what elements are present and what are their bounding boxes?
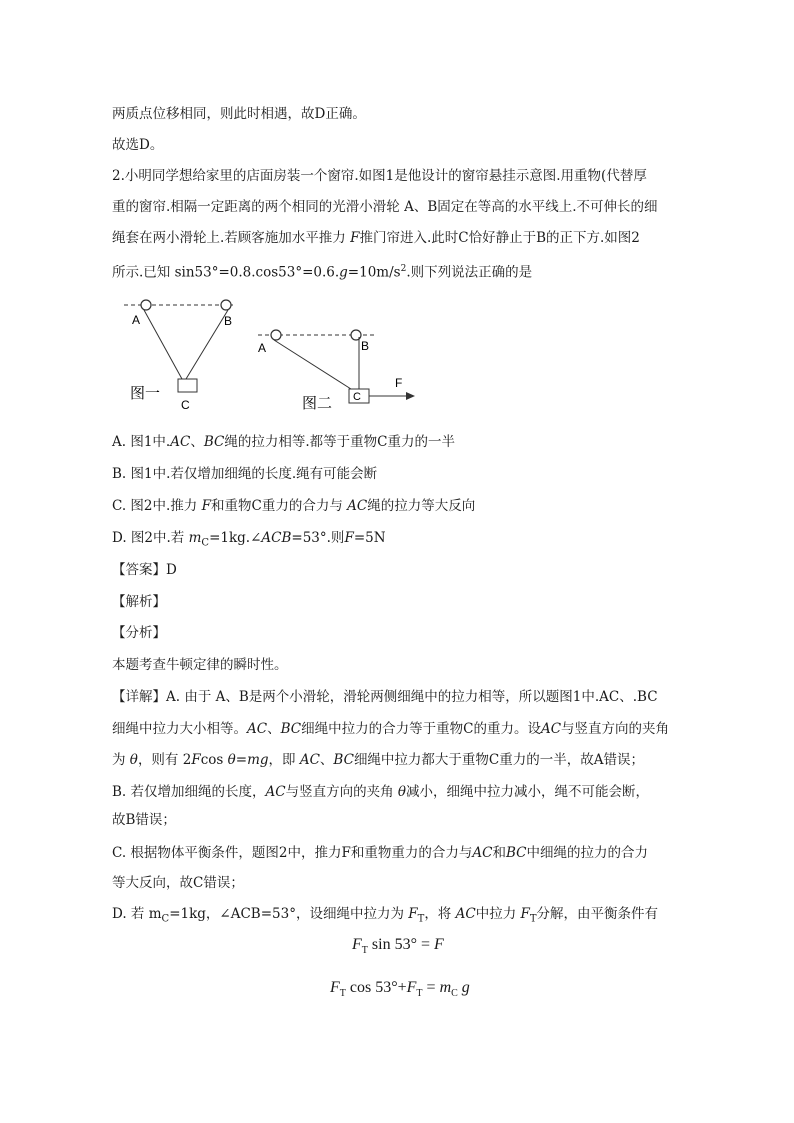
text: 等大反向，故C错误； <box>112 875 244 891</box>
text: 【解析】 <box>112 594 166 610</box>
option-c <box>112 496 475 516</box>
variable: g <box>339 264 348 281</box>
variable: AC <box>247 721 268 737</box>
text: 和 <box>492 845 506 861</box>
text: 【详解】A. 由于 A、B是两个小滑轮，滑轮两侧细绳中的拉力相等，所以题图1中.AC、.BC <box>112 689 658 705</box>
answer-text: 【答案】D <box>112 562 177 578</box>
text: 重的窗帘.相隔一定距离的两个相同的光滑小滑轮 A、B固定在等高的水平线上.不可伸长的细 <box>112 199 658 215</box>
text: 减小，细绳中拉力减小，绳不可能会断， <box>406 784 650 800</box>
variable: ACB <box>261 530 292 546</box>
text: sin 53° = <box>367 936 434 953</box>
fenxi-heading <box>112 623 166 643</box>
text-line <box>112 135 163 155</box>
detail-line <box>112 904 658 930</box>
text: 、 <box>267 721 281 737</box>
text: 分解，由平衡条件有 <box>536 906 659 922</box>
analysis-heading <box>112 592 166 612</box>
fig2-label-f: F <box>395 376 403 390</box>
variable: AC <box>472 845 493 861</box>
text: 2.小明同学想给家里的店面房装一个窗帘.如图1是他设计的窗帘悬挂示意图.用重物(代替厚 <box>112 168 647 184</box>
detail-line <box>112 873 244 893</box>
superscript: 2 <box>400 264 407 274</box>
text: 故选D。 <box>112 137 164 153</box>
subscript: C <box>451 988 458 1000</box>
variable: F <box>201 498 211 514</box>
question-line <box>112 197 658 217</box>
text: 、 <box>190 434 204 450</box>
variable: θ <box>397 784 407 800</box>
text: 细绳中拉力大小相等。 <box>112 721 247 737</box>
text: 绳的拉力相等.都等于重物C重力的一半 <box>224 434 455 450</box>
text: 与竖直方向的夹角 <box>285 784 398 800</box>
fig2-caption: 图二 <box>302 395 333 412</box>
subscript: C <box>161 913 170 925</box>
text: cos 53°+ <box>345 979 407 996</box>
text: A. 图1中. <box>112 434 171 450</box>
pulley-diagram <box>118 292 428 420</box>
text: =10m/s <box>347 264 401 281</box>
fig1-pulley-a <box>141 300 151 310</box>
option-b <box>112 464 377 484</box>
fig1-label-c: C <box>181 398 190 412</box>
text: 和重物C重力的合力与 <box>210 498 348 514</box>
subscript: T <box>416 988 423 1000</box>
variable: F <box>408 906 418 922</box>
text: =1kg，∠ACB=53°，设细绳中拉力为 <box>169 906 409 922</box>
text: =53°.则 <box>291 530 345 546</box>
text: 中拉力 <box>475 906 521 922</box>
detail-line <box>112 750 644 770</box>
equation-2 <box>330 979 470 999</box>
subscript: T <box>529 913 537 925</box>
variable: m <box>188 530 202 546</box>
variable: BC <box>333 752 354 768</box>
variable: F <box>352 936 362 953</box>
variable: F <box>350 230 360 246</box>
fig2-rope-ac <box>274 340 351 389</box>
answer-line <box>112 560 177 580</box>
text: 本题考查牛顿定律的瞬时性。 <box>112 657 288 673</box>
text-line <box>112 104 366 124</box>
fig1-rope-ac <box>144 310 182 379</box>
text: B. 图1中.若仅增加细绳的长度.绳有可能会断 <box>112 466 378 482</box>
variable: AC <box>299 752 320 768</box>
text: D. 图2中.若 <box>112 530 189 546</box>
text: ，即 <box>268 752 300 768</box>
variable: BC <box>280 721 302 737</box>
subscript: T <box>417 913 425 925</box>
text: ，则有 2 <box>137 752 192 768</box>
variable: AC <box>170 434 191 450</box>
text: =5N <box>353 530 386 546</box>
text: 、 <box>319 752 334 768</box>
subscript: T <box>361 945 368 957</box>
text: 细绳中拉力的合力等于重物C的重力。设 <box>301 721 541 737</box>
text: 绳套在两小滑轮上.若顾客施加水平推力 <box>112 230 351 246</box>
question-line <box>112 259 532 283</box>
variable: θ <box>227 752 236 768</box>
text: .则下列说法正确的是 <box>406 264 533 281</box>
option-d <box>112 528 386 554</box>
variable: F <box>330 979 340 996</box>
variable: BC <box>203 434 225 450</box>
fig1-pulley-b <box>221 300 231 310</box>
text: 为 <box>112 752 130 768</box>
text: B. 若仅增加细绳的长度， <box>112 784 266 800</box>
text: 【分析】 <box>112 625 166 641</box>
text: =1kg.∠ <box>209 530 262 546</box>
text: 故B错误； <box>112 812 176 828</box>
equation-1 <box>352 936 444 956</box>
text: C. 图2中.推力 <box>112 498 202 514</box>
fig2-label-b: B <box>361 339 370 353</box>
subscript: C <box>201 537 210 549</box>
detail-line <box>112 843 648 863</box>
variable: g <box>457 979 470 996</box>
variable: AC <box>540 721 562 737</box>
detail-line <box>112 782 649 802</box>
question-line <box>112 228 640 248</box>
text: C. 根据物体平衡条件，题图2中，推力F和重物重力的合力与 <box>112 845 473 861</box>
text: = <box>235 752 248 768</box>
text: cos <box>200 752 228 768</box>
subscript: T <box>339 988 346 1000</box>
detail-line <box>112 810 176 830</box>
text: 推门帘进入.此时C恰好静止于B的正下方.如图2 <box>359 230 640 246</box>
fig1-rope-bc <box>186 310 228 379</box>
variable: AC <box>455 906 476 922</box>
question-line <box>112 166 647 186</box>
variable: F <box>433 936 444 953</box>
fig1-label-a: A <box>132 313 141 327</box>
fig1-caption: 图一 <box>130 385 161 402</box>
detail-line <box>112 687 658 707</box>
text: 与竖直方向的夹角 <box>561 721 670 737</box>
variable: F <box>344 530 354 546</box>
fig2-pulley-a <box>271 330 281 340</box>
variable: θ <box>129 752 138 768</box>
text: 所示.已知 sin53°=0.8.cos53°=0.6. <box>112 264 340 281</box>
text: D. 若 m <box>112 906 162 922</box>
text: 绳的拉力等大反向 <box>367 498 476 514</box>
variable: m <box>439 979 452 996</box>
text: 两质点位移相同，则此时相遇，故D正确。 <box>112 106 366 122</box>
fenxi-text <box>112 655 288 675</box>
fig2-label-c: C <box>353 391 361 403</box>
variable: F <box>520 906 530 922</box>
variable: BC <box>505 845 527 861</box>
detail-line <box>112 719 669 739</box>
fig1-weight-c <box>178 379 197 392</box>
text: 细绳中拉力都大于重物C重力的一半，故A错误； <box>353 752 645 768</box>
variable: AC <box>347 498 368 514</box>
text: ，将 <box>424 906 456 922</box>
variable: F <box>406 979 417 996</box>
variable: F <box>191 752 201 768</box>
variable: AC <box>265 784 286 800</box>
fig1-label-b: B <box>224 314 233 328</box>
option-a <box>112 432 455 452</box>
text: 中细绳的拉力的合力 <box>526 845 648 861</box>
text: = <box>422 979 440 996</box>
variable: mg <box>247 752 269 768</box>
fig2-arrow-head <box>406 392 415 400</box>
fig2-label-a: A <box>258 341 267 355</box>
